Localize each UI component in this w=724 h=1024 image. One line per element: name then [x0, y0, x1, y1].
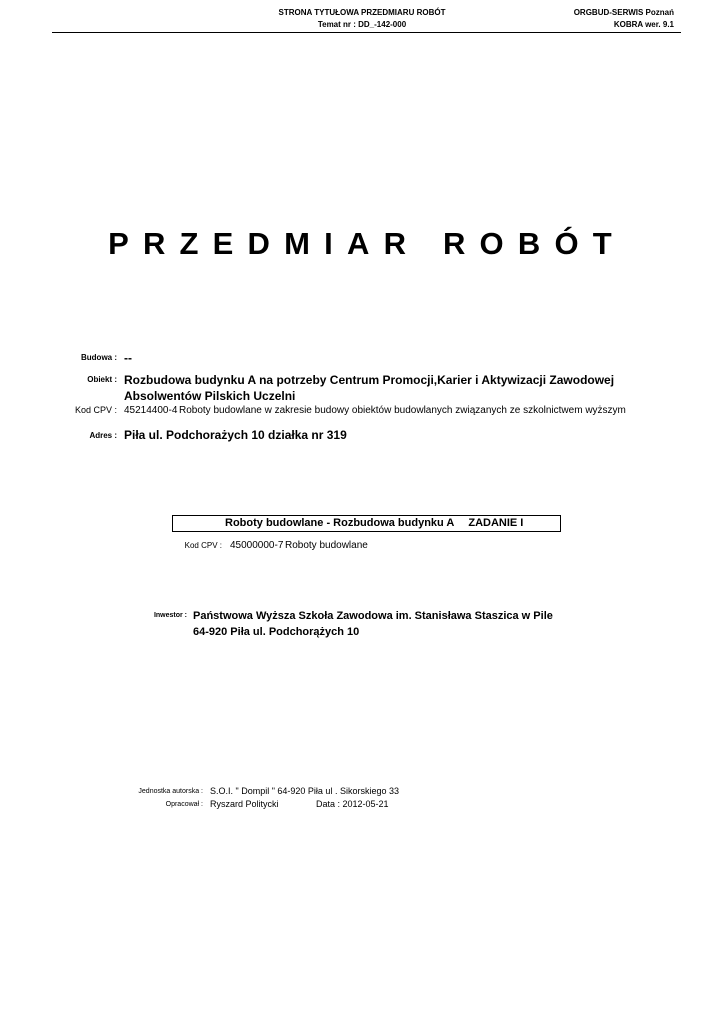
header-center	[200, 7, 524, 31]
jednostka-label: Jednostka autorska :	[138, 788, 203, 795]
adres-value: Piła ul. Podchorażych 10 działka nr 319	[124, 428, 347, 442]
header-right	[574, 7, 674, 31]
inwestor-line-1: Państwowa Wyższa Szkoła Zawodowa im. Stanisława Staszica w Pile	[193, 610, 553, 622]
kod-cpv-1-description: Roboty budowlane w zakresie budowy obiektów budowlanych związanych ze szkolnictwem wyższym	[179, 405, 626, 416]
inwestor-line-2: 64-920 Piła ul. Podchorążych 10	[193, 626, 360, 638]
obiekt-value	[124, 372, 614, 404]
header-software-version: KOBRA wer. 9.1	[613, 20, 674, 29]
document-title: PRZEDMIAR ROBÓT	[108, 226, 626, 261]
inwestor-value	[193, 608, 553, 640]
budowa-label: Budowa :	[81, 353, 117, 362]
opracowal-value: Ryszard Politycki	[210, 799, 279, 809]
budowa-value: --	[124, 351, 132, 365]
zadanie-box	[172, 515, 561, 532]
opracowal-date: Data : 2012-05-21	[316, 799, 389, 809]
opracowal-label: Opracował :	[165, 801, 203, 808]
header-company: ORGBUD-SERWIS Poznań	[573, 8, 674, 17]
header-topic-number: Temat nr : DD_-142-000	[317, 20, 407, 29]
jednostka-value: S.O.I. " Dompil " 64-920 Piła ul . Sikorskiego 33	[210, 786, 399, 796]
zadanie-text	[225, 517, 523, 529]
obiekt-line-2: Absolwentów Pilskich Uczelni	[124, 389, 296, 403]
kod-cpv-2-code: 45000000-7	[230, 540, 284, 551]
kod-cpv-1-value	[124, 405, 626, 416]
kod-cpv-2-label: Kod CPV :	[184, 541, 222, 550]
header-document-type: STRONA TYTUŁOWA PRZEDMIARU ROBÓT	[278, 8, 446, 17]
zadanie-task: ZADANIE I	[468, 517, 524, 529]
kod-cpv-1-code: 45214400-4	[124, 405, 178, 416]
header-divider	[52, 32, 681, 33]
kod-cpv-1-label: Kod CPV :	[74, 405, 117, 415]
obiekt-line-1: Rozbudowa budynku A na potrzeby Centrum Promocji,Karier i Aktywizacji Zawodowej	[124, 373, 615, 387]
kod-cpv-2-description: Roboty budowlane	[285, 540, 368, 551]
kod-cpv-2-value	[230, 540, 368, 551]
zadanie-title: Roboty budowlane - Rozbudowa budynku A	[225, 517, 455, 529]
obiekt-label: Obiekt :	[87, 375, 117, 384]
adres-label: Adres :	[89, 431, 117, 440]
inwestor-label: Inwestor :	[153, 612, 187, 619]
